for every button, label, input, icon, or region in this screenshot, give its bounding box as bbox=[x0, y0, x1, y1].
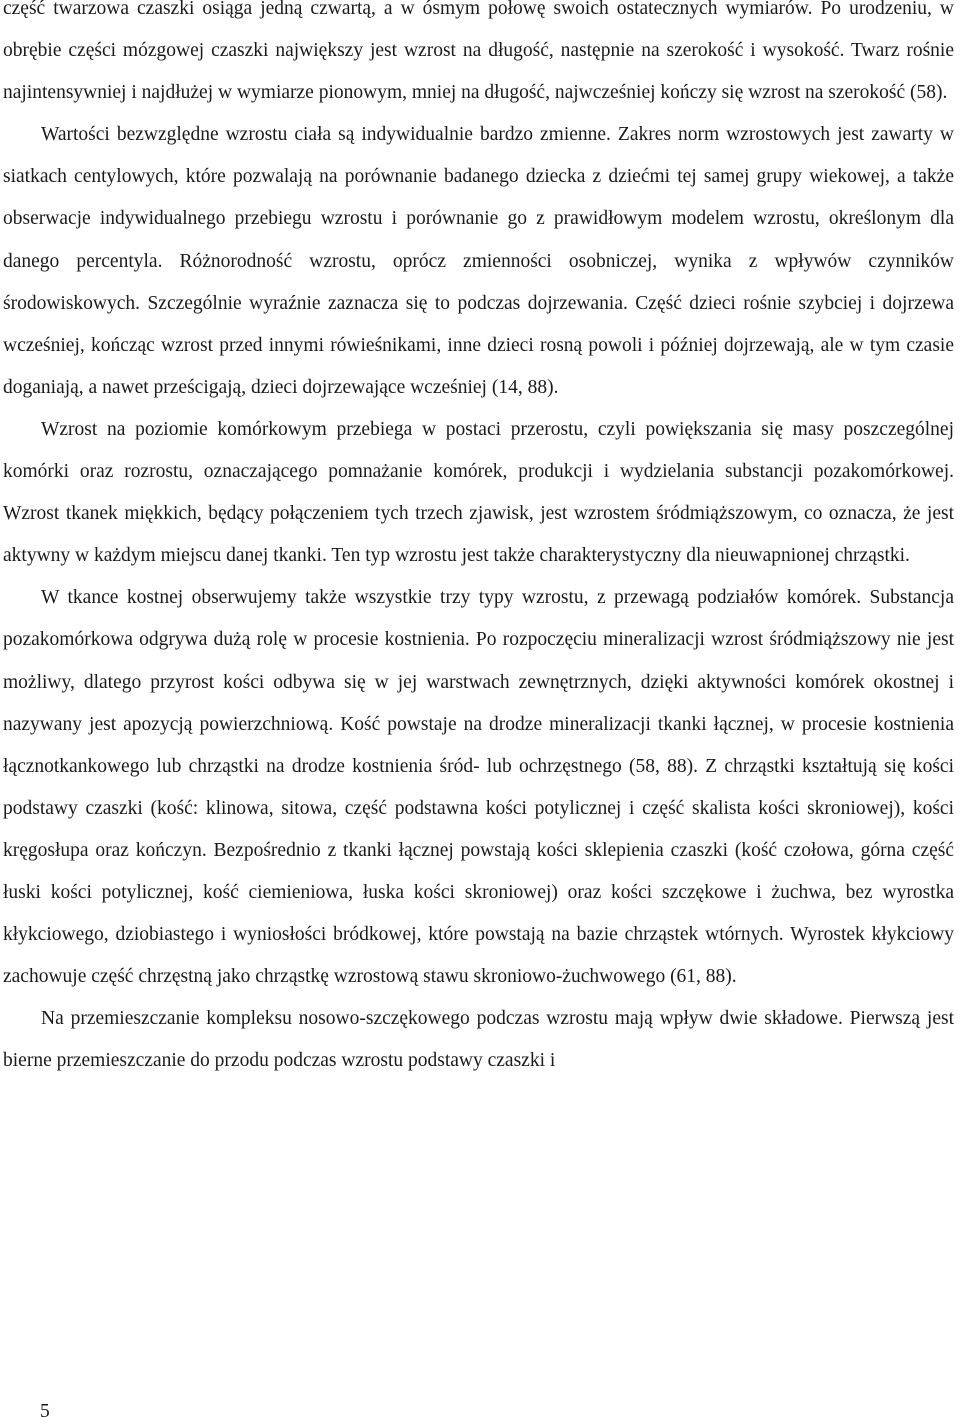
paragraph-2: Wartości bezwzględne wzrostu ciała są indywidualnie bardzo zmienne. Zakres norm wzrostowych jest zawarty w siatkach centylowych, które pozwalają na porównanie badanego dziecka z dziećmi tej samej grupy wiekowej, a także obserwacje indywidualnego przebiegu wzrostu i porównanie go z prawidłowym modelem wzrostu, określonym dla danego percentyla. Różnorodność wzrostu, oprócz zmienności osobniczej, wynika z wpływów czynników środowiskowych. Szczególnie wyraźnie zaznacza się to podczas dojrzewania. Część dzieci rośnie szybciej i dojrzewa wcześniej, kończąc wzrost przed innymi rówieśnikami, inne dzieci rosną powoli i później dojrzewają, ale w tym czasie doganiają, a nawet prześcigają, dzieci dojrzewające wcześniej (14, 88). bbox=[3, 124, 954, 398]
paragraph-5: Na przemieszczanie kompleksu nosowo-szczękowego podczas wzrostu mają wpływ dwie składowe. Pierwszą jest bierne przemieszczanie do przodu podczas wzrostu podstawy czaszki i bbox=[3, 1008, 954, 1072]
document-page bbox=[3, 0, 954, 1082]
paragraph-3: Wzrost na poziomie komórkowym przebiega w postaci przerostu, czyli powiększania się masy poszczególnej komórki oraz rozrostu, oznaczającego pomnażanie komórek, produkcji i wydzielania substancji pozakomórkowej. Wzrost tkanek miękkich, będący połączeniem tych trzech zjawisk, jest wzrostem śródmiąższowym, co oznacza, że jest aktywny w każdym miejscu danej tkanki. Ten typ wzrostu jest także charakterystyczny dla nieuwapnionej chrząstki. bbox=[3, 418, 954, 567]
paragraph-4: W tkance kostnej obserwujemy także wszystkie trzy typy wzrostu, z przewagą podziałów komórek. Substancja pozakomórkowa odgrywa dużą rolę w procesie kostnienia. Po rozpoczęciu mineralizacji wzrost śródmiąższowy nie jest możliwy, dlatego przyrost kości odbywa się w jej warstwach zewnętrznych, dzięki aktywności komórek okostnej i nazywany jest apozycją powierzchniową. Kość powstaje na drodze mineralizacji tkanki łącznej, w procesie kostnienia łącznotkankowego lub chrząstki na drodze kostnienia śród- lub ochrzęstnego (58, 88). Z chrząstki kształtują się kości podstawy czaszki (kość: klinowa, sitowa, część podstawna kości potylicznej i część skalista kości skroniowej), kości kręgosłupa oraz kończyn. Bezpośrednio z tkanki łącznej powstają kości sklepienia czaszki (kość czołowa, górna część łuski kości potylicznej, kość ciemieniowa, łuska kości skroniowej) oraz kości szczękowe i żuchwa, bez wyrostka kłykciowego, dziobiastego i wyniosłości bródkowej, które powstają na bazie chrząstek wtórnych. Wyrostek kłykciowy zachowuje część chrzęstną jako chrząstkę wzrostową stawu skroniowo-żuchwowego (61, 88). bbox=[3, 587, 954, 988]
page-number: 5 bbox=[40, 1401, 50, 1422]
paragraph-1: część twarzowa czaszki osiąga jedną czwartą, a w ósmym połowę swoich ostatecznych wymiarów. Po urodzeniu, w obrębie części mózgowej czaszki największy jest wzrost na długość, następnie na szerokość i wysokość. Twarz rośnie najintensywniej i najdłużej w wymiarze pionowym, mniej na długość, najwcześniej kończy się wzrost na szerokość (58). bbox=[3, 0, 954, 104]
